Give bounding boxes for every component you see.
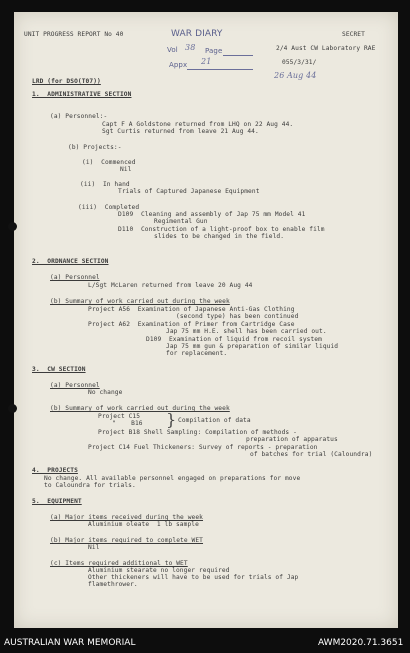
unit-name: 2/4 Aust CW Laboratory RAE xyxy=(276,45,376,52)
secret-marking: SECRET xyxy=(342,31,365,38)
report-line: Regimental Gun xyxy=(154,218,208,225)
report-line: Other thickeners will have to be used for trials of Jap xyxy=(88,574,299,581)
footer-accession: AWM2020.71.3651 xyxy=(318,638,404,648)
report-line: to Caloundra for trials. xyxy=(44,482,136,489)
report-line: No change. All available personnel engaged on preparations for move xyxy=(44,475,301,482)
report-line: 1. ADMINISTRATIVE SECTION xyxy=(32,91,132,98)
stamp-page-label: Page xyxy=(205,47,223,55)
document-page xyxy=(14,12,398,628)
report-line: Project A62 Examination of Primer from Cartridge Case xyxy=(88,321,295,328)
report-line: 5. EQUIPMENT xyxy=(32,498,82,505)
report-line: 4. PROJECTS xyxy=(32,467,78,474)
war-diary-stamp xyxy=(147,17,257,71)
report-line: Project A56 Examination of Japanese Anti-Gas Clothing xyxy=(88,306,295,313)
report-line: (b) Summary of work carried out during the week xyxy=(50,298,230,305)
report-line: LRD (for DSO(T07)) xyxy=(32,78,101,85)
report-line: Project C15 xyxy=(98,413,141,420)
report-line: (a) Personnel:- xyxy=(50,113,108,120)
report-line: 3. CW SECTION xyxy=(32,366,86,373)
report-line: No change xyxy=(88,389,123,396)
report-line: for replacement. xyxy=(166,350,228,357)
report-line: Sgt Curtis returned from leave 21 Aug 44. xyxy=(102,128,259,135)
report-line: (b) Projects:- xyxy=(68,144,122,151)
report-line: L/Sgt McLaren returned from leave 20 Aug 44 xyxy=(88,282,253,289)
report-line: D110 Construction of a light-proof box to enable film xyxy=(118,226,325,233)
report-line: (ii) In hand xyxy=(80,181,130,188)
punch-hole xyxy=(8,404,17,413)
report-line: (iii) Completed xyxy=(78,204,140,211)
report-line: 2. ORDNANCE SECTION xyxy=(32,258,109,265)
report-title: UNIT PROGRESS REPORT No 40 xyxy=(24,31,124,38)
report-line: Capt F A Goldstone returned from LHQ on 22 Aug 44. xyxy=(102,121,294,128)
footer-credit: AUSTRALIAN WAR MEMORIAL xyxy=(4,638,136,648)
report-line: Nil xyxy=(88,544,100,551)
report-line: preparation of apparatus xyxy=(246,436,338,443)
stamp-title: WAR DIARY xyxy=(171,29,223,39)
report-line: Jap 75 mm H.E. shell has been carried out. xyxy=(166,328,327,335)
report-line: Project C14 Fuel Thickeners: Survey of reports - preparation xyxy=(88,444,318,451)
stamp-appx-value: 21 xyxy=(201,57,212,66)
brace-symbol: } xyxy=(166,410,177,429)
report-line: Trials of Captured Japanese Equipment xyxy=(118,188,260,195)
report-line: Project B18 Shell Sampling: Compilation of methods - xyxy=(98,429,297,436)
stamp-rule xyxy=(223,55,253,56)
report-line: (b) Major items required to complete WET xyxy=(50,537,204,544)
report-line: of batches for trial (Caloundra) xyxy=(250,451,373,458)
file-reference: 055/3/31/ xyxy=(282,59,317,66)
report-line: flamethrower. xyxy=(88,581,138,588)
report-line: " B16 xyxy=(112,420,143,427)
report-line: Compilation of data xyxy=(178,417,251,424)
report-line: (a) Major items received during the week xyxy=(50,514,204,521)
stamp-rule xyxy=(187,69,253,70)
report-line: D109 Examination of liquid from recoil system xyxy=(146,336,322,343)
report-date: 26 Aug 44 xyxy=(274,71,317,80)
report-line: Aluminium stearate no longer required xyxy=(88,567,230,574)
report-line: (second type) has been continued xyxy=(176,313,299,320)
report-line: (a) Personnel xyxy=(50,274,100,281)
report-line: (a) Personnel xyxy=(50,382,100,389)
report-line: Aluminium oleate 1 lb sample xyxy=(88,521,199,528)
stamp-vol-label: Vol xyxy=(167,46,178,54)
report-line: D109 Cleaning and assembly of Jap 75 mm Model 41 xyxy=(118,211,306,218)
report-line: (c) Items required additional to WET xyxy=(50,560,188,567)
stamp-vol-value: 38 xyxy=(185,43,196,52)
punch-hole xyxy=(8,222,17,231)
report-line: Jap 75 mm gun & preparation of similar liquid xyxy=(166,343,339,350)
report-line: slides to be changed in the field. xyxy=(154,233,285,240)
stamp-appx-label: Appx xyxy=(169,61,188,69)
report-line: (i) Commenced xyxy=(82,159,136,166)
report-line: (b) Summary of work carried out during the week xyxy=(50,405,230,412)
report-line: Nil xyxy=(120,166,132,173)
